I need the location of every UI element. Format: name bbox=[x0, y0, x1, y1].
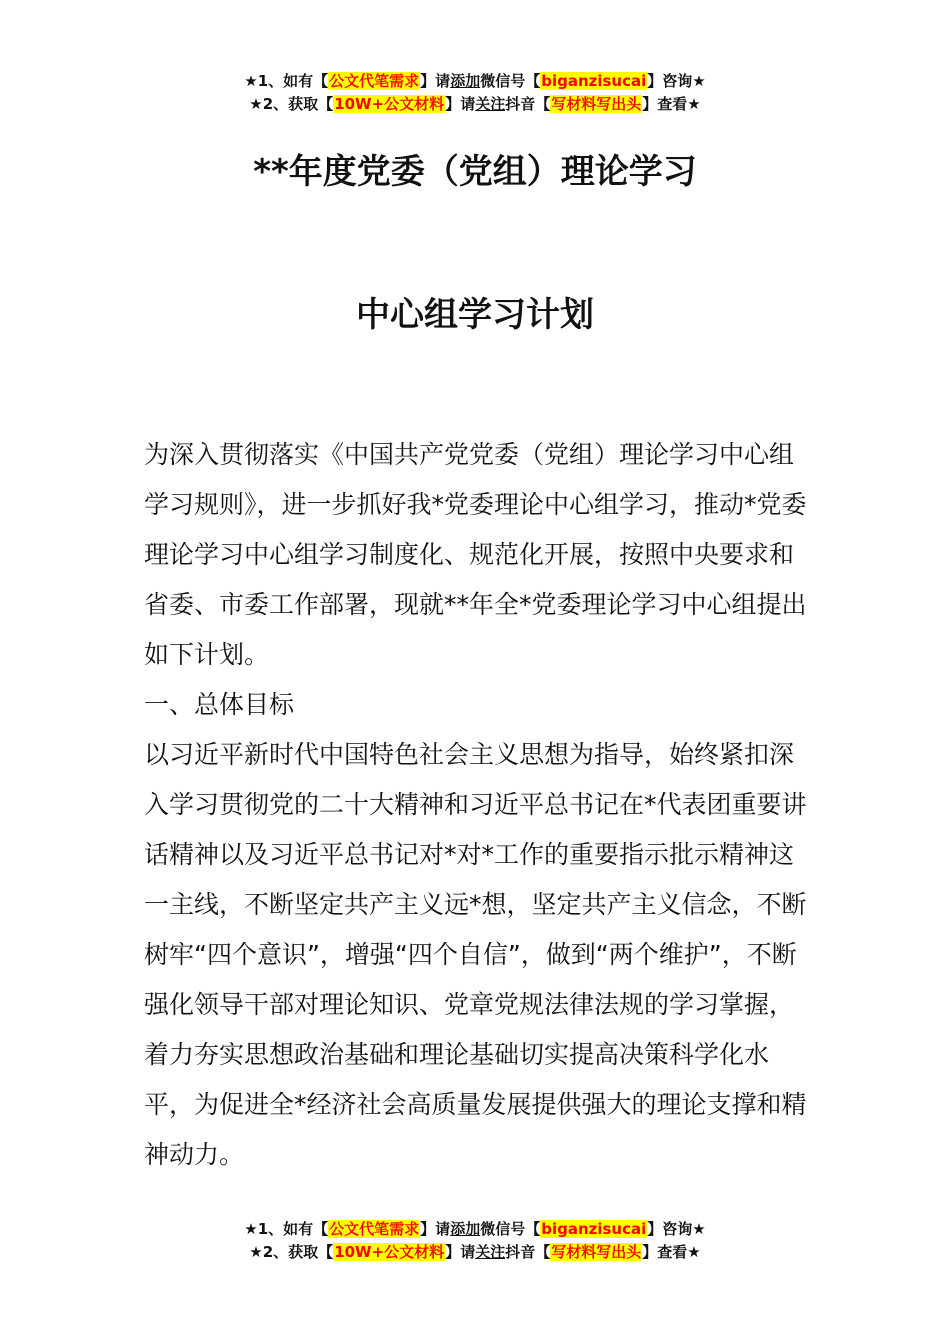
banner-text: 】咨询★ bbox=[647, 72, 706, 90]
banner-text-underlined: 关注 bbox=[475, 1243, 506, 1261]
highlight-ghostwriting: 公文代笔需求 bbox=[329, 72, 420, 90]
highlight-wechat-id: biganzisucai bbox=[541, 72, 647, 90]
banner-text: 抖音【 bbox=[505, 95, 551, 113]
highlight-ghostwriting: 公文代笔需求 bbox=[329, 1220, 420, 1238]
highlight-douyin: 写材料写出头 bbox=[551, 1243, 642, 1261]
document-subtitle: 中心组学习计划 bbox=[356, 295, 594, 335]
banner-text: 】请 bbox=[445, 95, 476, 113]
banner-text-underlined: 关注 bbox=[475, 95, 506, 113]
highlight-materials: 10W+公文材料 bbox=[334, 95, 445, 113]
banner-line-2 bbox=[0, 1241, 950, 1264]
highlight-wechat-id: biganzisucai bbox=[541, 1220, 647, 1238]
banner-text-underlined: 添加 bbox=[450, 1220, 481, 1238]
banner-line-1 bbox=[0, 1218, 950, 1241]
banner-text: ★2、获取【 bbox=[249, 1243, 334, 1261]
banner-line-2 bbox=[0, 93, 950, 116]
banner-text-underlined: 添加 bbox=[450, 72, 481, 90]
banner-text: 抖音【 bbox=[505, 1243, 551, 1261]
footer-banner bbox=[0, 1218, 950, 1264]
banner-text: 微信号【 bbox=[480, 72, 541, 90]
highlight-douyin: 写材料写出头 bbox=[551, 95, 642, 113]
banner-text: 微信号【 bbox=[480, 1220, 541, 1238]
banner-text: ★2、获取【 bbox=[249, 95, 334, 113]
banner-text: 】咨询★ bbox=[647, 1220, 706, 1238]
document-body bbox=[144, 430, 810, 1180]
banner-text: 】请 bbox=[420, 1220, 451, 1238]
document-title: **年度党委（党组）理论学习 bbox=[253, 152, 697, 192]
banner-text: 】查看★ bbox=[642, 95, 701, 113]
banner-text: 】请 bbox=[445, 1243, 476, 1261]
intro-paragraph: 为深入贯彻落实《中国共产党党委（党组）理论学习中心组学习规则》，进一步抓好我*党委理论中心组学习，推动*党委理论学习中心组学习制度化、规范化开展，按照中央要求和省委、市委工作部署，现就**年全*党委理论学习中心组提出如下计划。 bbox=[144, 440, 807, 669]
banner-text: 】请 bbox=[420, 72, 451, 90]
header-banner bbox=[0, 70, 950, 116]
banner-text: ★1、如有【 bbox=[244, 1220, 329, 1238]
section-paragraph: 以习近平新时代中国特色社会主义思想为指导，始终紧扣深入学习贯彻党的二十大精神和习近平总书记在*代表团重要讲话精神以及习近平总书记对*对*工作的重要指示批示精神这一主线，不断坚定共产主义远*想，坚定共产主义信念，不断树牢“四个意识”，增强“四个自信”，做到“两个维护”，不断强化领导干部对理论知识、党章党规法律法规的学习掌握，着力夯实思想政治基础和理论基础切实提高决策科学化水平，为促进全*经济社会高质量发展提供强大的理论支撑和精神动力。 bbox=[144, 740, 807, 1169]
banner-text: 】查看★ bbox=[642, 1243, 701, 1261]
section-heading: 一、总体目标 bbox=[144, 690, 295, 719]
banner-text: ★1、如有【 bbox=[244, 72, 329, 90]
banner-line-1 bbox=[0, 70, 950, 93]
highlight-materials: 10W+公文材料 bbox=[334, 1243, 445, 1261]
